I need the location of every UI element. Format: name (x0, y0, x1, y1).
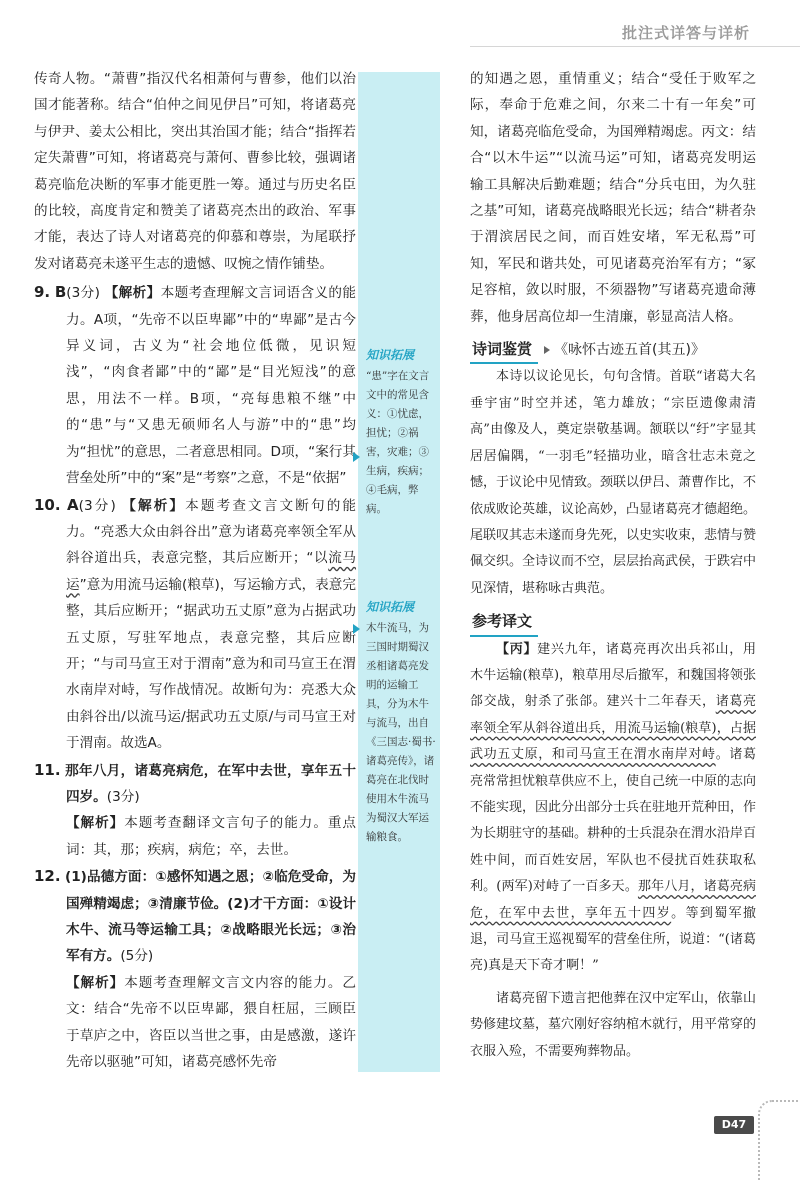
note-body: 木牛流马，为三国时期蜀汉丞相诸葛亮发明的运输工具，分为木牛与流马，出自《三国志·蜀书·诸葛亮传》，诸葛亮在北伐时使用木牛流马为蜀汉大军运输粮食。 (366, 622, 436, 843)
q11-analysis-block (34, 810, 356, 863)
translation-text: 建兴九年，诸葛亮再次出兵祁山，用木牛运输(粮草)，粮草用尽后撤军，和魏国将领张郃交战，射杀了张郃。建兴十二年春天， (470, 641, 756, 710)
translation-label: 【丙】 (496, 641, 538, 657)
side-notes-panel (358, 72, 440, 1072)
q9-answer: B (54, 283, 67, 302)
knowledge-note-1 (360, 346, 440, 519)
poem-analysis-text: 本诗以议论见长，句句含情。首联“诸葛大名垂宇宙”时空并述，笔力雄放；“宗臣遗像肃清高”由像及人，奠定崇敬基调。颔联以“纡”字显其居居偏隅，“一羽毛”轻描功业，暗含壮志未竟之憾，于议论中见情致。颈联以伊吕、萧曹作比，不依成败论英雄，议论高妙，凸显诸葛亮才德超绝。尾联叹其志未遂而身先死，以史实收束，悲情与赞佩交织。全诗议而不空，层层抬高武侯，于跌宕中见深情，堪称咏古典范。 (470, 369, 757, 596)
intro-paragraph: 传奇人物。“萧曹”指汉代名相萧何与曹参，他们以治国才能著称。结合“伯仲之间见伊吕”可知，将诸葛亮与伊尹、姜太公相比，突出其治国才能；结合“指挥若定失萧曹”可知，将诸葛亮与萧何、曹参比较，强调诸葛亮临危决断的军事才能更胜一筹。通过与历史名臣的比较，高度肯定和赞美了诸葛亮杰出的政治、军事才能，表达了诗人对诸葛亮的仰慕和尊崇，为尾联抒发对诸葛亮未遂平生志的遗憾、叹惋之情作铺垫。 (34, 71, 356, 272)
q11-answer: 那年八月，诸葛亮病危，在军中去世，享年五十四岁。 (65, 762, 356, 805)
note-title: 知识拓展 (366, 348, 415, 362)
q12-number: 12. (34, 867, 61, 886)
page-number: D47 (714, 1116, 754, 1134)
translation-body (470, 637, 756, 1066)
knowledge-note-2 (360, 598, 440, 847)
q11-score: (3分) (106, 788, 140, 805)
q12-analysis-block (34, 970, 356, 1076)
q12-answer: (1)品德方面：①感怀知遇之恩；②临危受命，为国殚精竭虑；③清廉节俭。(2)才干方面：①设计木牛、流马等运输工具；②战略眼光长远；③治军有方。 (64, 869, 357, 965)
header-title: 批注式详答与详析 (621, 24, 750, 42)
q12-analysis-tag: 【解析】 (66, 974, 125, 991)
note-pointer-arrow (353, 452, 360, 462)
q10-analysis-b: ”意为用流马运输(粮草)，写运输方式，表意完整，其后应断开；“据武功五丈原”意为占据武功五丈原，写驻军地点，表意完整，其后应断开；“与司马宣王对于渭南”意为和司马宣王在渭水南岸对峙，写作战情况。故断句为：亮悉大众由斜谷出/以流马运/据武功五丈原/与司马宣王对于渭南。故选A。 (66, 576, 357, 752)
q11-number: 11. (34, 760, 61, 779)
header-divider (470, 46, 800, 47)
question-10 (34, 492, 356, 757)
q11-analysis: 本题考查翻译文言句子的能力。重点词：其，那；疾病，病危；卒，去世。 (66, 815, 357, 858)
q10-number: 10. (34, 495, 61, 514)
poem-analysis (470, 364, 756, 602)
q9-number: 9. (34, 283, 51, 302)
q12-score: (5分) (120, 948, 154, 965)
poem-subtitle: 《咏怀古迹五首(其五)》 (554, 342, 705, 359)
note-pointer-arrow (353, 624, 360, 634)
right-column (470, 66, 756, 1065)
q9-score: (3分) (66, 285, 100, 302)
translation-text: 。诸葛亮常常担忧粮草供应不上，使自己统一中原的志向不能实现，因此分出部分士兵在驻地开荒种田，作为长期驻守的基础。耕种的士兵混杂在渭水沿岸百姓中间，而百姓安居，军队也不侵扰百姓获取私利。(两军)对峙了一百多天。 (470, 747, 757, 895)
poem-tag: 诗词鉴赏 (470, 336, 538, 364)
note-body: “患”字在文言文中的常见含义：①忧虑，担忧；②祸害，灾难；③生病，疾病；④毛病，弊病。 (366, 370, 430, 515)
triangle-icon (544, 346, 550, 354)
question-9 (34, 279, 356, 491)
translation-underlined: 那年八月，诸葛亮病危，在军中去世，享年五十四岁 (470, 879, 756, 921)
q11-analysis-tag: 【解析】 (66, 815, 125, 832)
translation-paragraph-2: 诸葛亮留下遗言把他葬在汉中定军山，依靠山势修建坟墓，墓穴刚好容纳棺木就行，用平常穿的衣服入殓，不需要殉葬物品。 (470, 990, 757, 1059)
continued-analysis: 的知遇之恩，重情重义；结合“受任于败军之际，奉命于危难之间，尔来二十有一年矣”可知，诸葛亮临危受命，为国殚精竭虑。丙文：结合“以木牛运”“以流马运”可知，诸葛亮发明运输工具解决后勤难题；结合“分兵屯田，为久驻之基”可知，诸葛亮战略眼光长远；结合“耕者杂于渭滨居民之间，而百姓安堵，军无私焉”可知，军民和谐共处，可见诸葛亮治军有方；“冢足容棺，敛以时服，不须器物”写诸葛亮遗命薄葬，他身居高位却一生清廉，彰显高洁人格。 (470, 71, 756, 325)
translation-underlined: 诸葛亮率领全军从斜谷道出兵，用流马运输(粮草)，占据武功五丈原，和司马宣王在渭水南岸对峙 (470, 694, 756, 763)
left-column (34, 66, 356, 1075)
q10-underlined: 流马运 (66, 550, 357, 593)
poem-section-header (470, 336, 756, 364)
translation-tag: 参考译文 (470, 608, 538, 636)
q9-analysis-tag: 【解析】 (104, 285, 161, 302)
q10-answer: A (67, 495, 79, 514)
page-corner-decoration (758, 1100, 800, 1180)
q10-analysis-tag: 【解析】 (122, 497, 186, 514)
q10-analysis-a: 本题考查文言文断句的能力。“亮悉大众由斜谷出”意为诸葛亮率领全军从斜谷道出兵，表意完整，其后应断开；“以 (66, 497, 357, 567)
q12-analysis: 本题考查理解文言文内容的能力。乙文：结合“先帝不以臣卑鄙，猥自枉屈，三顾臣于草庐之中，咨臣以当世之事，由是感激，遂许先帝以驱驰”可知，诸葛亮感怀先帝 (66, 974, 357, 1071)
translation-text: 。等到蜀军撤退，司马宣王巡视蜀军的营垒住所，说道：“(诸葛亮)真是天下奇才啊！” (470, 905, 756, 974)
question-12 (34, 863, 356, 970)
q10-score: (3分) (78, 497, 116, 514)
translation-section-header (470, 608, 756, 636)
note-title: 知识拓展 (366, 600, 415, 614)
q9-analysis: 本题考查理解文言词语含义的能力。A项，“先帝不以臣卑鄙”中的“卑鄙”是古今异义词，古义为“社会地位低微，见识短浅”，“肉食者鄙”中的“鄙”是“目光短浅”的意思，用法不一样。B项，“亮每患粮不继”中的“患”与“又患无硕师名人与游”中的“患”均为“担忧”的意思，二者意思相同。D项，“案行其营垒处所”中的“案”是“考察”之意，不是“依据” (66, 285, 357, 487)
question-11 (34, 757, 356, 811)
translation-paragraph-1 (470, 637, 756, 980)
